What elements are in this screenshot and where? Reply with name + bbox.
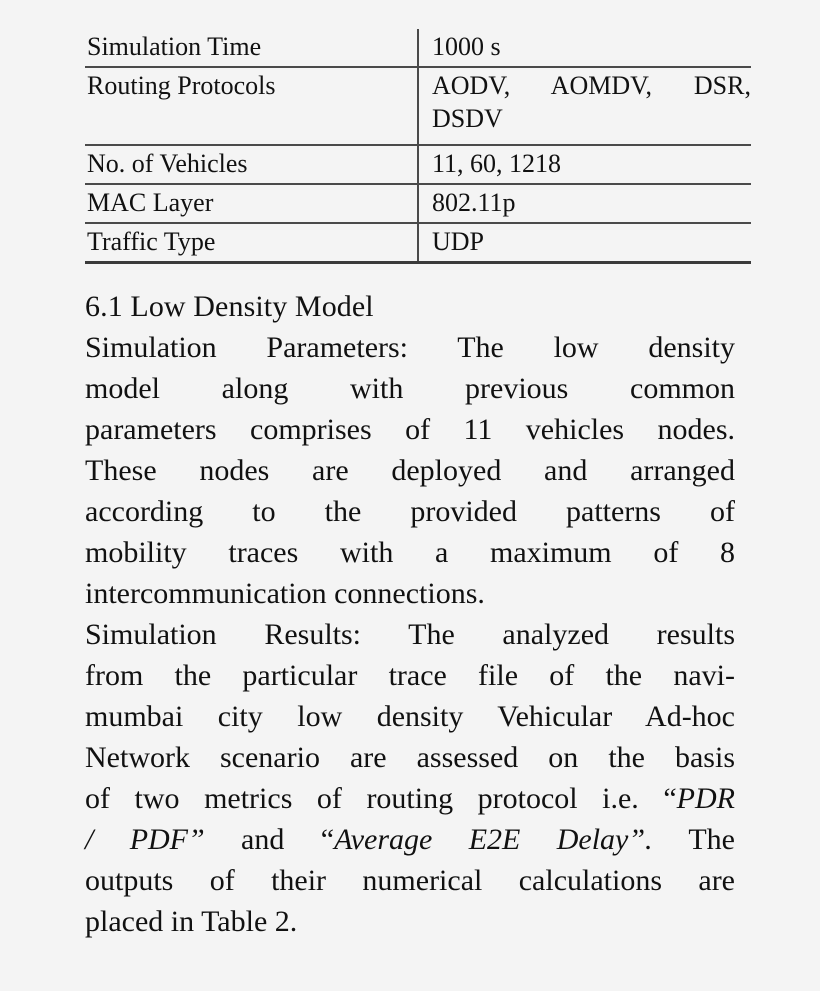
table-cell-label: No. of Vehicles: [85, 145, 418, 184]
text-line-metrics-open: [85, 778, 735, 819]
table-cell-label: Simulation Time: [85, 29, 418, 67]
text-run: The: [652, 823, 736, 856]
table-row: [85, 29, 751, 67]
table-row: [85, 223, 751, 263]
paragraph-simulation-parameters: [85, 327, 735, 614]
text-line: from the particular trace file of the navi-: [85, 659, 735, 692]
text-run-italic-delay: Average E2E Delay”.: [334, 823, 653, 856]
text-line: outputs of their numerical calculations are: [85, 864, 735, 897]
text-line: Network scenario are assessed on the basis: [85, 741, 735, 774]
text-line: model along with previous common: [85, 372, 735, 405]
text-line: mumbai city low density Vehicular Ad-hoc: [85, 700, 735, 733]
simulation-parameters-table: [85, 29, 751, 264]
table-cell-label: Routing Protocols: [85, 67, 418, 145]
table-row: [85, 67, 751, 145]
text-line: mobility traces with a maximum of 8: [85, 536, 735, 569]
text-line: placed in Table 2.: [85, 905, 298, 938]
section-heading: 6.1 Low Density Model: [85, 290, 374, 323]
text-line: intercommunication connections.: [85, 577, 485, 610]
table-cell-value: UDP: [418, 223, 751, 263]
text-line: Simulation Parameters: The low density: [85, 331, 735, 364]
text-run: and “: [204, 823, 335, 856]
text-run: of two metrics of routing protocol i.e. “: [85, 782, 677, 815]
table-cell-value: 802.11p: [418, 184, 751, 223]
text-run-italic-pdf: / PDF”: [85, 823, 205, 856]
table-row: [85, 184, 751, 223]
text-line: These nodes are deployed and arranged: [85, 454, 735, 487]
paragraph-simulation-results: [85, 614, 735, 942]
table-cell-value: 1000 s: [418, 29, 751, 67]
section-content: [85, 286, 735, 942]
text-run-italic-pdr: PDR: [676, 782, 735, 815]
text-line: according to the provided patterns of: [85, 495, 735, 528]
text-line: Simulation Results: The analyzed results: [85, 618, 735, 651]
table-cell-value: [418, 67, 751, 145]
table-cell-label: MAC Layer: [85, 184, 418, 223]
table-cell-value-line: DSDV: [432, 104, 503, 133]
table-cell-label: Traffic Type: [85, 223, 418, 263]
text-line-metrics-close: [85, 819, 735, 860]
table-row: [85, 145, 751, 184]
text-line: parameters comprises of 11 vehicles nodes.: [85, 413, 735, 446]
table-cell-value-line: AODV, AOMDV, DSR,: [432, 71, 751, 100]
table-cell-value: 11, 60, 1218: [418, 145, 751, 184]
